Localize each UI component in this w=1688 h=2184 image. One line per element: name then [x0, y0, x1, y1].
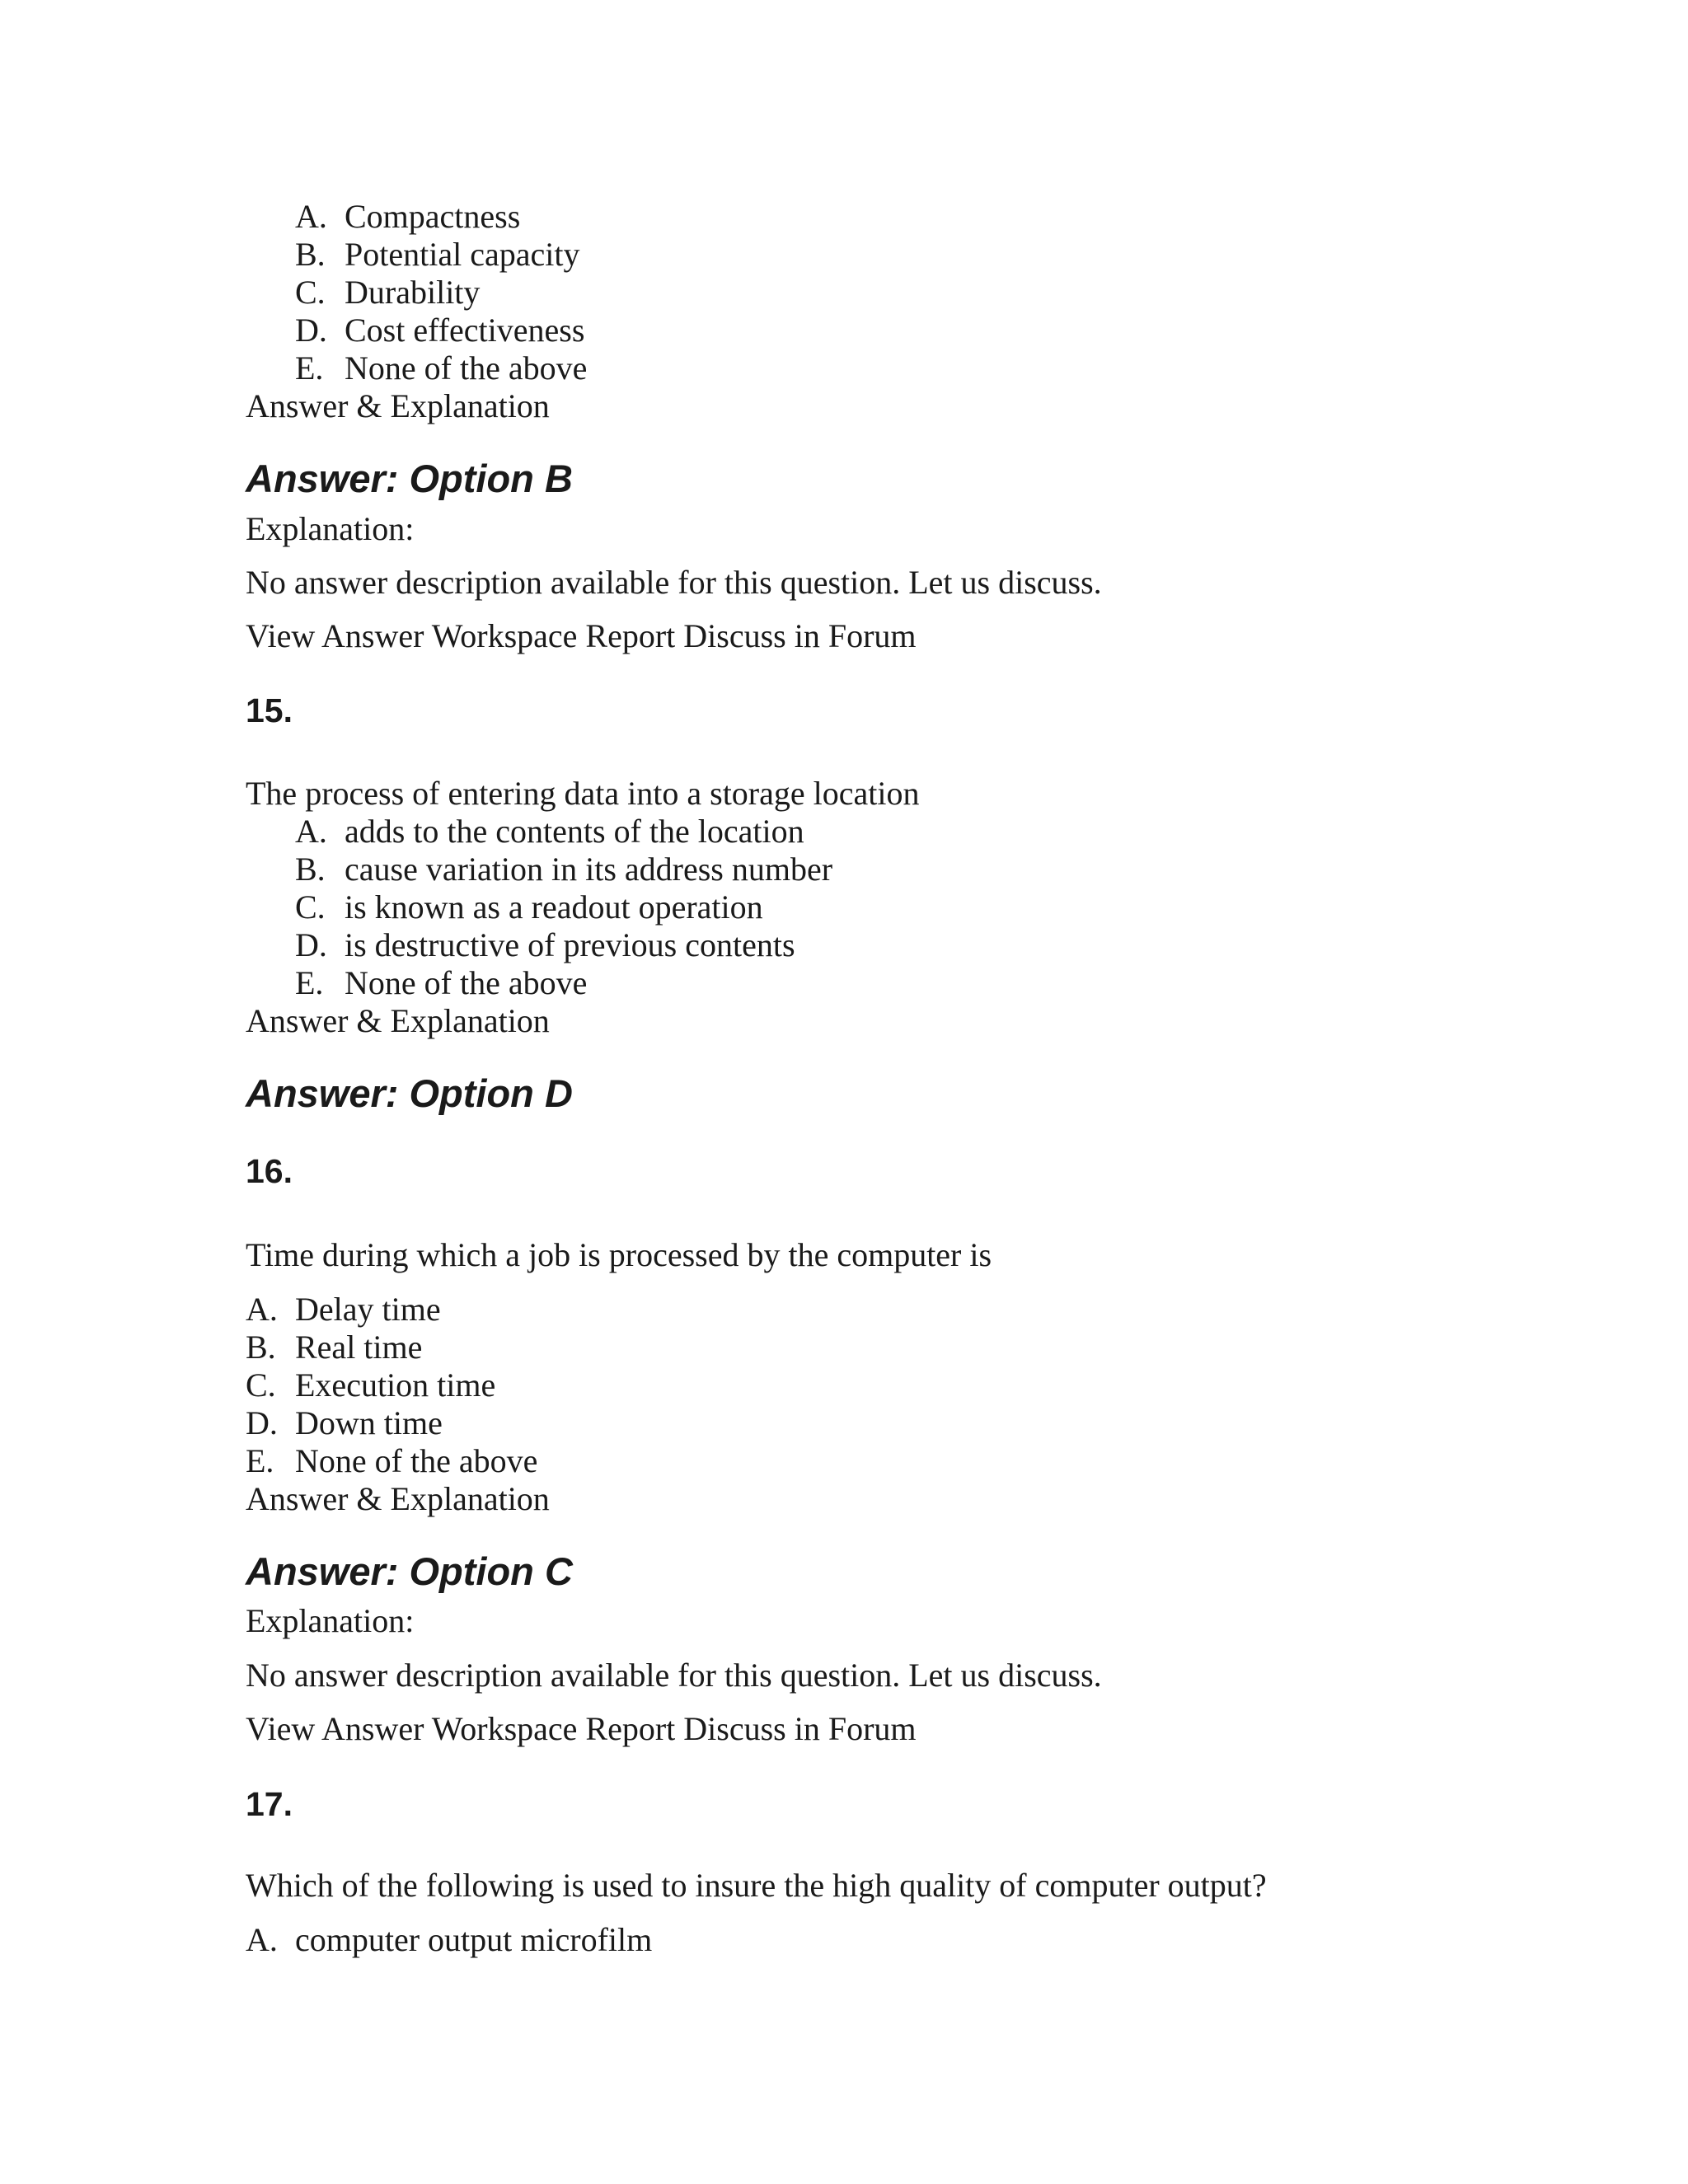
q14-explanation-label: Explanation:	[246, 510, 415, 547]
q14-option-c: C. Durability	[295, 274, 481, 311]
q17-question: Which of the following is used to insure the high quality of computer output?	[246, 1867, 1267, 1904]
q16-answer-explanation-link[interactable]: Answer & Explanation	[246, 1480, 550, 1517]
q14-option-e: E. None of the above	[295, 349, 588, 387]
q16-option-c: C. Execution time	[246, 1366, 496, 1404]
q15-number: 15.	[246, 691, 293, 729]
q16-number: 16.	[246, 1152, 293, 1190]
q15-option-c: C. is known as a readout operation	[295, 888, 763, 926]
q16-answer-heading: Answer: Option C	[246, 1549, 573, 1593]
q15-question: The process of entering data into a storage location	[246, 775, 920, 812]
q16-explanation-label: Explanation:	[246, 1602, 415, 1639]
q15-option-d: D. is destructive of previous contents	[295, 926, 795, 963]
q15-option-a: A. adds to the contents of the location	[295, 813, 804, 850]
q16-option-b: B. Real time	[246, 1329, 423, 1366]
q16-action-links[interactable]: View Answer Workspace Report Discuss in Forum	[246, 1710, 917, 1747]
q17-option-a: A. computer output microfilm	[246, 1921, 653, 1958]
q15-option-b: B. cause variation in its address number	[295, 851, 833, 888]
q14-option-d: D. Cost effectiveness	[295, 312, 585, 349]
q14-answer-explanation-link[interactable]: Answer & Explanation	[246, 387, 550, 424]
q16-option-d: D. Down time	[246, 1404, 443, 1441]
q14-option-b: B. Potential capacity	[295, 236, 580, 273]
q15-option-e: E. None of the above	[295, 964, 588, 1001]
q14-option-a: A. Compactness	[295, 198, 521, 235]
q14-explanation-text: No answer description available for this question. Let us discuss.	[246, 564, 1102, 601]
q14-action-links[interactable]: View Answer Workspace Report Discuss in Forum	[246, 617, 917, 654]
q15-answer-heading: Answer: Option D	[246, 1071, 573, 1115]
q16-option-e: E. None of the above	[246, 1442, 538, 1479]
q16-explanation-text: No answer description available for this question. Let us discuss.	[246, 1657, 1102, 1694]
q14-answer-heading: Answer: Option B	[246, 457, 573, 500]
q16-option-a: A. Delay time	[246, 1291, 441, 1328]
q16-question: Time during which a job is processed by the computer is	[246, 1236, 992, 1273]
q15-answer-explanation-link[interactable]: Answer & Explanation	[246, 1002, 550, 1039]
q17-number: 17.	[246, 1785, 293, 1823]
